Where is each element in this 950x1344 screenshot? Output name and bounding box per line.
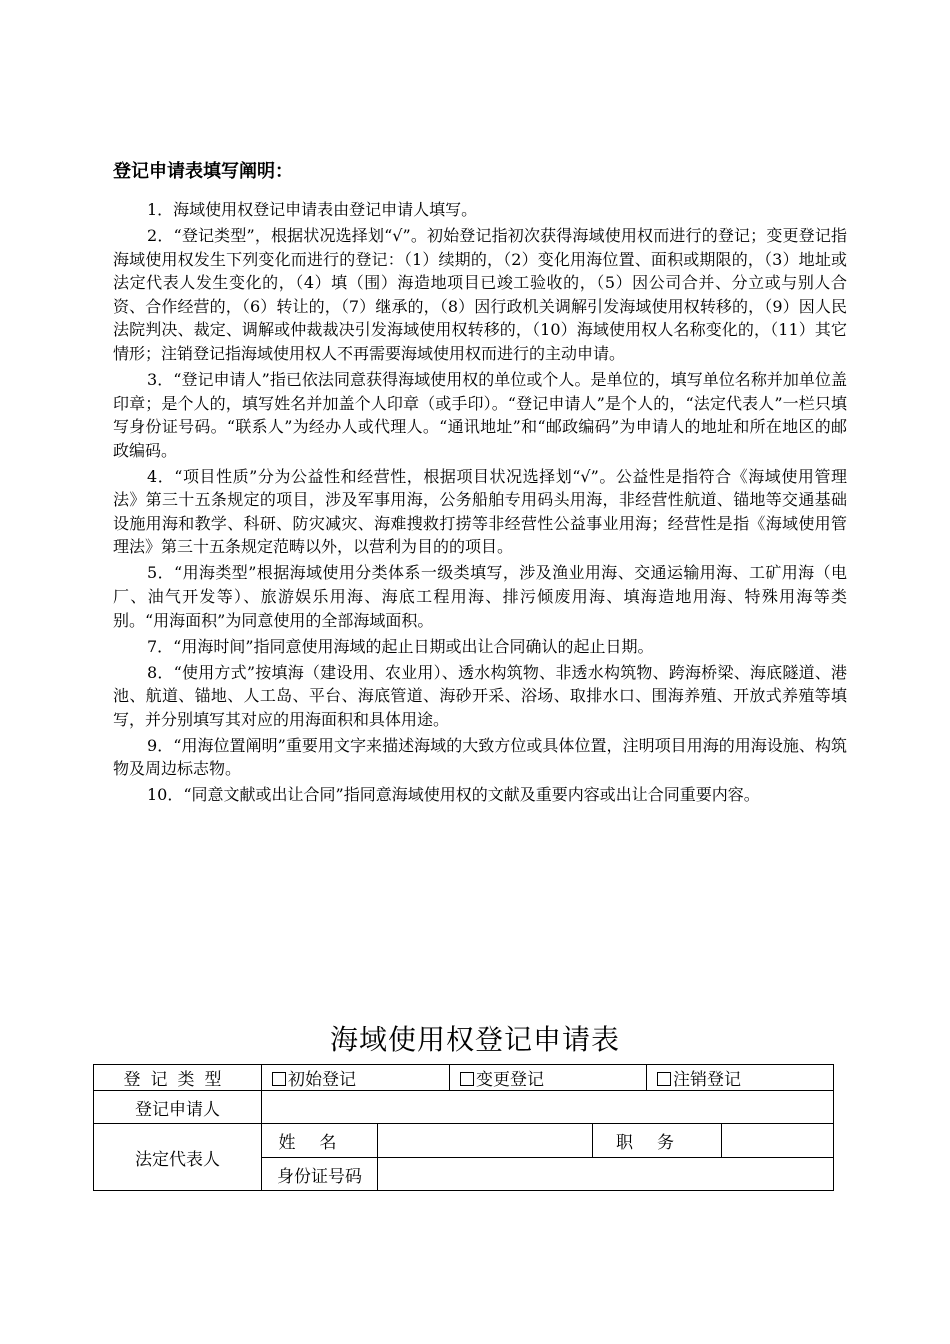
applicant-field[interactable]: [262, 1091, 834, 1124]
checkbox-icon[interactable]: [460, 1072, 474, 1086]
registration-type-label: 登记类型: [94, 1065, 262, 1091]
legal-rep-label: 法定代表人: [94, 1124, 262, 1191]
initial-registration-label: 初始登记: [288, 1070, 356, 1090]
instruction-item: 1．海域使用权登记申请表由登记申请人填写。: [147, 200, 478, 219]
applicant-label: 登记申请人: [94, 1091, 262, 1124]
instruction-item: 2．“登记类型”，根据状况选择划“√”。初始登记指初次获得海域使用权而进行的登记；变更登记指海域使用权发生下列变化而进行的登记：（1）续期的，（2）变化用海位置、面积或期限的，（3）地址或法定代表人发生变化的，（4）填（围）海造地项目已竣工验收的，（5）因公司合并、分立或与别人合资、合作经营的，（6）转让的，（7）继承的，（8）因行政机关调解引发海域使用权转移的，（9）因人民法院判决、裁定、调解或仲裁裁决引发海域使用权转移的，（10）海域使用权人名称变化的，（11）其它情形；注销登记指海域使用权人不再需要海域使用权而进行的主动申请。: [113, 225, 847, 363]
cancel-registration-option[interactable]: [647, 1065, 834, 1091]
application-form-table: [93, 1064, 834, 1191]
instruction-item: 4．“项目性质”分为公益性和经营性，根据项目状况选择划“√”。公益性是指符合《海域使用管理法》第三十五条规定的项目，涉及军事用海，公务船舶专用码头用海，非经营性航道、锚地等交通基础设施用海和教学、科研、防灾减灾、海难搜救打捞等非经营性公益事业用海；经营性是指《海域使用管理法》第三十五条规定范畴以外，以营利为目的的项目。: [113, 466, 847, 557]
form-title: 海域使用权登记申请表: [329, 1023, 620, 1056]
checkbox-icon[interactable]: [657, 1072, 671, 1086]
position-field[interactable]: [722, 1124, 834, 1158]
instruction-item: 3．“登记申请人”指已依法同意获得海域使用权的单位或个人。是单位的，填写单位名称并加单位盖印章；是个人的，填写姓名并加盖个人印章（或手印）。“登记申请人”是个人的，“法定代表人”一栏只填写身份证号码。“联系人”为经办人或代理人。“通讯地址”和“邮政编码”为申请人的地址和所在地区的邮政编码。: [113, 369, 847, 460]
change-registration-label: 变更登记: [476, 1070, 544, 1090]
id-field[interactable]: [378, 1158, 834, 1191]
instructions-body: [113, 198, 847, 809]
cancel-registration-label: 注销登记: [673, 1070, 741, 1090]
instruction-item: 8．“使用方式”按填海（建设用、农业用）、透水构筑物、非透水构筑物、跨海桥梁、海底隧道、港池、航道、锚地、人工岛、平台、海底管道、海砂开采、浴场、取排水口、围海养殖、开放式养殖等填写，并分别填写其对应的用海面积和具体用途。: [113, 662, 847, 729]
id-label: 身份证号码: [262, 1158, 378, 1191]
checkbox-icon[interactable]: [272, 1072, 286, 1086]
position-label: 职务: [593, 1124, 722, 1158]
name-label: 姓名: [262, 1124, 378, 1158]
registration-type-row: [94, 1065, 834, 1091]
applicant-row: [94, 1091, 834, 1124]
instruction-item: 10．“同意文献或出让合同”指同意海域使用权的文献及重要内容或出让合同重要内容。: [147, 785, 760, 805]
change-registration-option[interactable]: [450, 1065, 647, 1091]
instruction-item: 5．“用海类型”根据海域使用分类体系一级类填写，涉及渔业用海、交通运输用海、工矿用海（电厂、油气开发等）、旅游娱乐用海、海底工程用海、排污倾废用海、填海造地用海、特殊用海等类别。“用海面积”为同意使用的全部海域面积。: [113, 563, 847, 630]
legal-rep-row: [94, 1124, 834, 1158]
instructions-title: 登记申请表填写阐明：: [113, 161, 293, 182]
name-field[interactable]: [378, 1124, 593, 1158]
instruction-item: 9．“用海位置阐明”重要用文字来描述海域的大致方位或具体位置，注明项目用海的用海设施、构筑物及周边标志物。: [113, 735, 847, 779]
initial-registration-option[interactable]: [262, 1065, 450, 1091]
instruction-item: 7．“用海时间”指同意使用海域的起止日期或出让合同确认的起止日期。: [147, 636, 654, 656]
